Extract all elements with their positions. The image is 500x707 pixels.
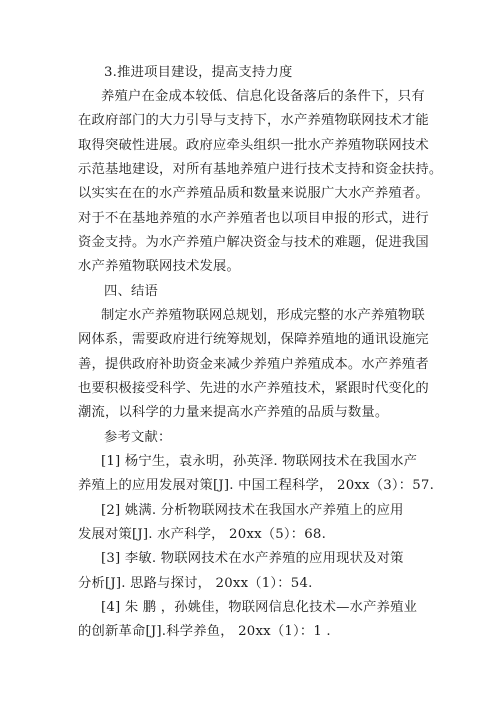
section-3-line-8: 水产养殖物联网技术发展。 (78, 259, 240, 274)
section-3-heading: 3.推进项目建设，提高支持力度 (104, 65, 293, 80)
reference-3-line-2: 分析[J]. 思路与探讨， 20xx（1）：54. (78, 576, 313, 591)
section-4-line-2: 网体系，需要政府进行统筹规划，保障养殖地的通讯设施完 (78, 332, 429, 347)
section-3-line-6: 对于不在基地养殖的水产养殖者也以项目申报的形式，进行 (78, 211, 429, 226)
section-3-line-3: 取得突破性进展。政府应牵头组织一批水产养殖物联网技术 (78, 138, 429, 153)
references-heading: 参考文献： (104, 430, 172, 445)
section-4-line-3: 善，提供政府补助资金来减少养殖户养殖成本。水产养殖者 (78, 357, 429, 372)
section-3-line-5: 以实实在在的水产养殖品质和数量来说服广大水产养殖者。 (78, 186, 429, 201)
section-4-heading: 四、结语 (104, 284, 158, 299)
reference-1-line-1: [1] 杨宁生，袁永明，孙英泽. 物联网技术在我国水产 (101, 454, 418, 469)
section-4-line-5: 潮流，以科学的力量来提高水产养殖的品质与数量。 (78, 405, 389, 420)
reference-2-line-1: [2] 姚满. 分析物联网技术在我国水产养殖上的应用 (101, 503, 404, 518)
reference-1-line-2: 养殖上的应用发展对策[J]. 中国工程科学， 20xx（3）：57. (78, 478, 434, 493)
section-3-line-7: 资金支持。为水产养殖户解决资金与技术的难题，促进我国 (78, 235, 429, 250)
reference-4-line-1: [4] 朱 鹏 ，孙姚佳，物联网信息化技术—水产养殖业 (101, 600, 418, 615)
section-4-line-4: 也要积极接受科学、先进的水产养殖技术，紧跟时代变化的 (78, 381, 429, 396)
reference-3-line-1: [3] 李敏. 物联网技术在水产养殖的应用现状及对策 (101, 551, 404, 566)
reference-4-line-2: 的创新革命[J].科学养鱼， 20xx（1）：1 . (78, 624, 331, 639)
section-3-line-1: 养殖户在金成本较低、信息化设备落后的条件下，只有 (101, 89, 425, 104)
section-3-line-4: 示范基地建设，对所有基地养殖户进行技术支持和资金扶持。 (78, 162, 443, 177)
section-3-line-2: 在政府部门的大力引导与支持下，水产养殖物联网技术才能 (78, 113, 429, 128)
reference-2-line-2: 发展对策[J]. 水产科学， 20xx（5）：68. (78, 527, 327, 542)
section-4-line-1: 制定水产养殖物联网总规划，形成完整的水产养殖物联 (101, 308, 425, 323)
